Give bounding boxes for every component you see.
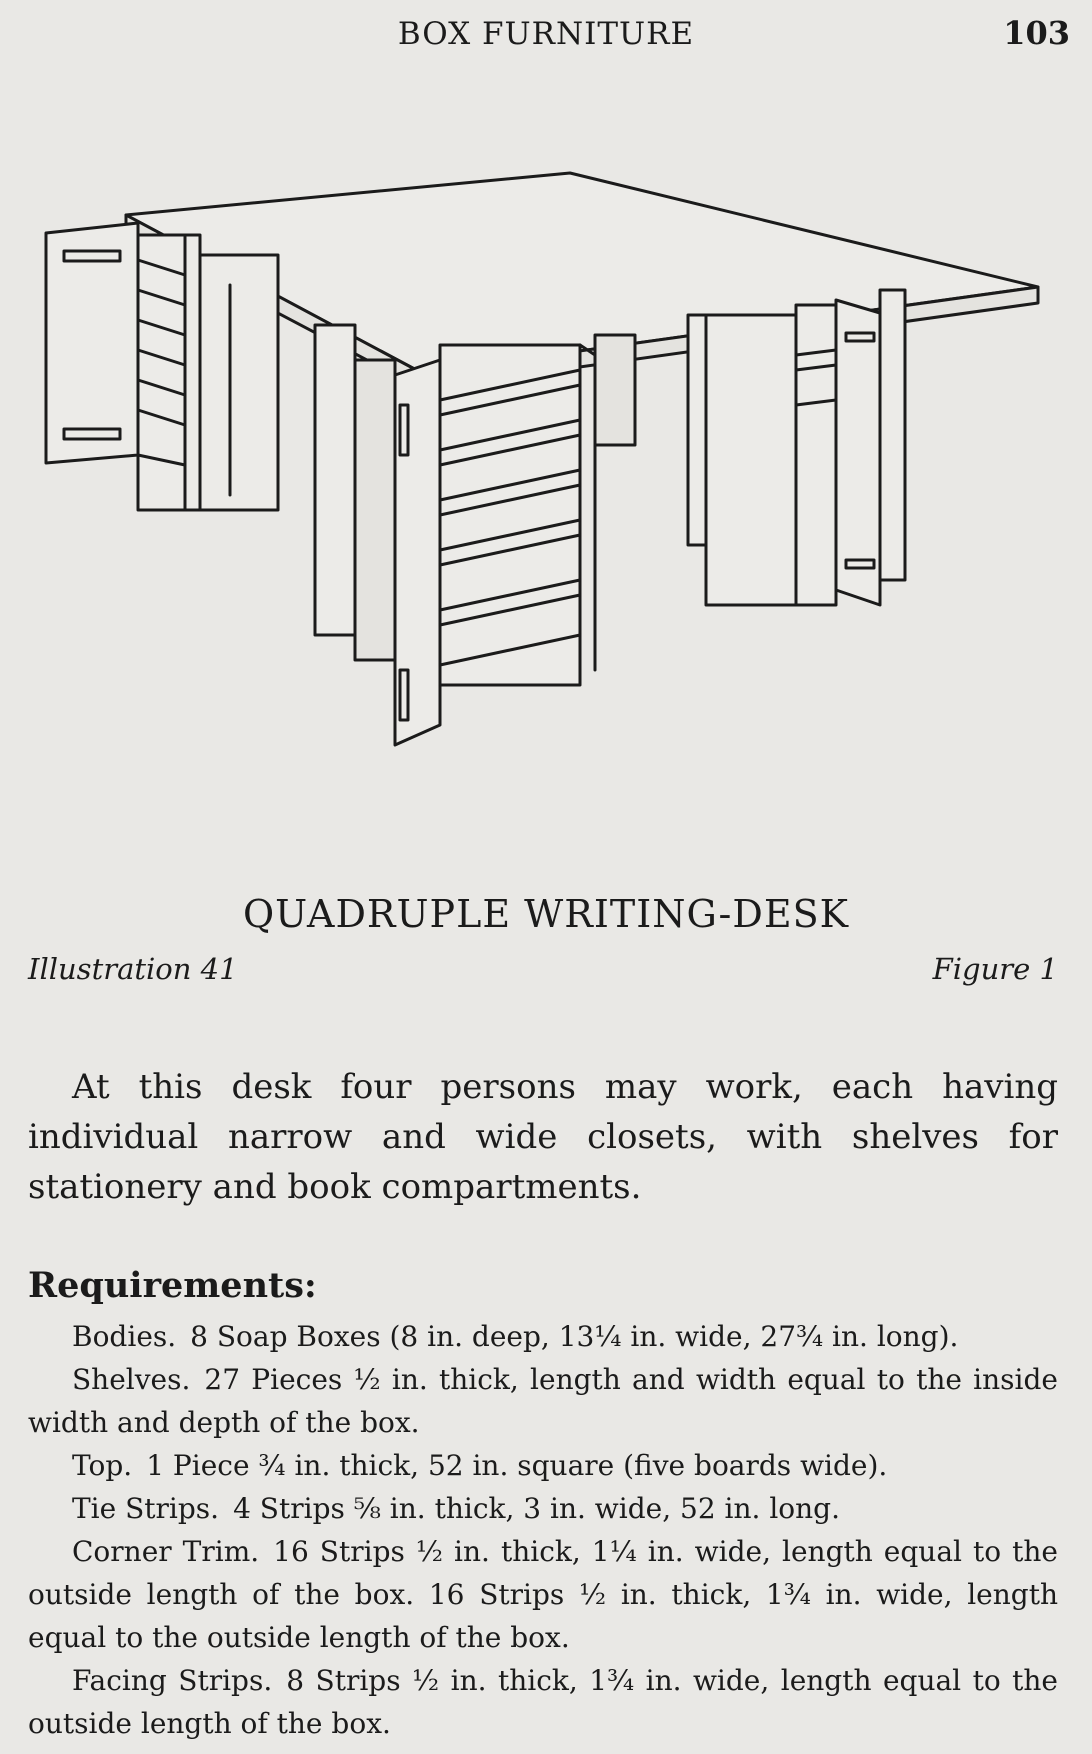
page-number: 103: [1003, 14, 1070, 52]
requirement-item: [28, 1315, 1058, 1358]
figure-captions: [28, 952, 1058, 992]
requirement-label: Facing Strips.: [72, 1664, 273, 1697]
requirement-label: Top.: [72, 1449, 133, 1482]
requirements-list: [28, 1315, 1058, 1745]
requirement-label: Tie Strips.: [72, 1492, 220, 1525]
requirement-label: Bodies.: [72, 1320, 177, 1353]
figure-label: Figure 1: [932, 952, 1058, 986]
front-cabinet: [315, 325, 635, 745]
illustration-label: Illustration 41: [28, 952, 238, 986]
running-title: BOX FURNITURE: [397, 16, 695, 52]
requirements-heading: Requirements:: [28, 1265, 317, 1306]
right-cabinet: [688, 290, 905, 605]
running-head: [0, 12, 1092, 52]
requirement-text: 8 Soap Boxes (8 in. deep, 13¼ in. wide, 27¾ in. long).: [190, 1320, 959, 1353]
requirement-text: 8 Strips ½ in. thick, 1¾ in. wide, length equal to the outside length of the box.: [28, 1664, 1059, 1740]
requirement-text: 4 Strips ⅝ in. thick, 3 in. wide, 52 in. long.: [233, 1492, 840, 1525]
desk-illustration: [40, 165, 1060, 875]
requirement-item: [28, 1530, 1058, 1659]
requirement-item: [28, 1659, 1058, 1745]
requirement-item: [28, 1358, 1058, 1444]
requirement-text: 1 Piece ¾ in. thick, 52 in. square (five boards wide).: [146, 1449, 888, 1482]
requirement-text: 16 Strips ½ in. thick, 1¼ in. wide, length equal to the outside length of the box. 16 Strips ½ in. thick, 1¾ in. wide, length equal to the outside length of the box.: [28, 1535, 1058, 1654]
intro-paragraph: At this desk four persons may work, each having individual narrow and wide closets, with shelves for stationery and book compartments.: [28, 1067, 1058, 1207]
requirement-item: [28, 1444, 1058, 1487]
requirement-item: [28, 1487, 1058, 1530]
requirement-label: Corner Trim.: [72, 1535, 260, 1568]
figure-title: QUADRUPLE WRITING-DESK: [243, 892, 849, 936]
requirement-label: Shelves.: [72, 1363, 191, 1396]
requirement-text: 27 Pieces ½ in. thick, length and width equal to the inside width and depth of the box.: [28, 1363, 1058, 1439]
left-cabinet: [46, 223, 278, 510]
